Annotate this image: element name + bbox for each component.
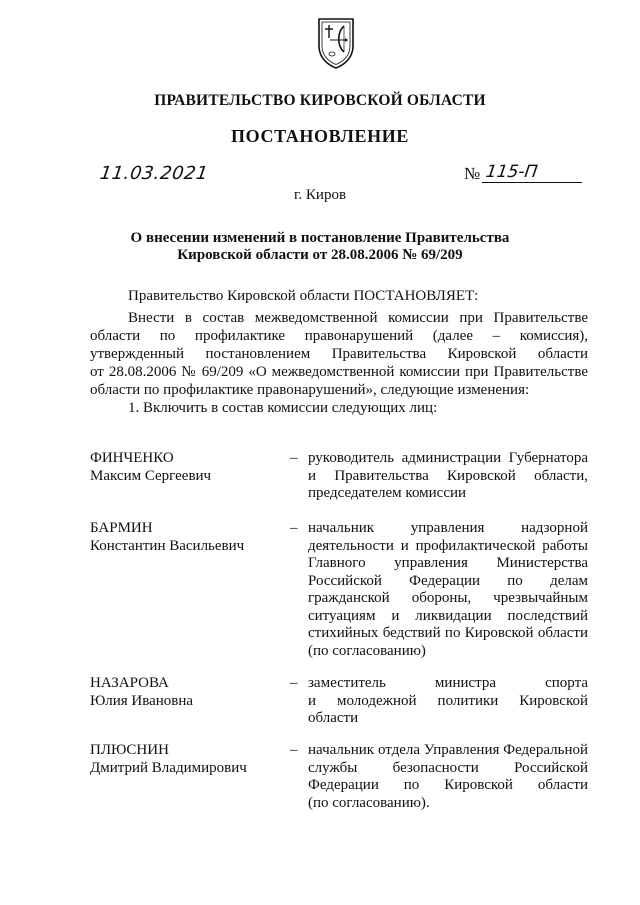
member-role [308, 675, 588, 728]
member-role [308, 742, 588, 812]
role-line: гражданской обороны, чрезвычайным [308, 590, 588, 606]
role-line: начальник управления надзорной [308, 520, 588, 536]
role-line: руководитель администрации Губернатора [308, 450, 588, 466]
number-label: № [464, 164, 481, 183]
member-given-name: Юлия Ивановна [90, 692, 194, 709]
member-role [308, 450, 588, 503]
amendment-paragraph [90, 309, 588, 399]
decree-number: 115-П [484, 162, 539, 182]
member-given-name: Константин Васильевич [90, 537, 245, 554]
decree-date: 11.03.2021 [98, 163, 210, 184]
number-underline [482, 182, 582, 183]
member-given-name: Дмитрий Владимирович [90, 759, 247, 776]
paragraph-line: области по профилактике правонарушений», следующие изменения: [90, 382, 530, 398]
dash: – [290, 742, 298, 758]
role-line: деятельности и профилактической работы [308, 537, 588, 554]
paragraph-line: Внести в состав межведомственной комиссии при Правительстве [128, 310, 588, 326]
role-line: Федерации по Кировской области [308, 777, 588, 793]
role-line: службы безопасности Российской [308, 759, 588, 776]
dash: – [290, 675, 298, 691]
member-name [90, 675, 290, 710]
member-name [90, 450, 290, 485]
item-1: 1. Включить в состав комиссии следующих лиц: [128, 400, 438, 416]
role-line: ситуациям и ликвидации последствий [308, 607, 588, 624]
role-line: области [308, 710, 359, 726]
paragraph-line: утвержденный постановлением Правительства Кировской области [90, 346, 588, 362]
document-body [90, 287, 588, 417]
member-given-name: Максим Сергеевич [90, 467, 212, 484]
member-surname: БАРМИН [90, 520, 153, 536]
dash: – [290, 520, 298, 536]
dash: – [290, 450, 298, 466]
role-line: заместитель министра спорта [308, 675, 588, 691]
role-line: и молодежной политики Кировской [308, 692, 588, 709]
document-type: ПОСТАНОВЛЕНИЕ [231, 126, 409, 146]
member-name [90, 520, 290, 555]
member-name [90, 742, 290, 777]
role-line: (по согласованию) [308, 642, 426, 659]
role-line: (по согласованию). [308, 794, 430, 811]
government-name: ПРАВИТЕЛЬСТВО КИРОВСКОЙ ОБЛАСТИ [154, 92, 486, 109]
coat-of-arms-emblem [316, 16, 356, 70]
city: г. Киров [293, 187, 347, 203]
member-surname: ФИНЧЕНКО [90, 450, 174, 466]
document-subject [0, 230, 640, 264]
role-line: председателем комиссии [308, 485, 467, 501]
paragraph-line: области по профилактике правонарушений (далее – комиссия), [90, 328, 588, 344]
role-line: Главного управления Министерства [308, 555, 588, 571]
role-line: и Правительства Кировской области, [308, 467, 588, 484]
subject-line-1: О внесении изменений в постановление Правительства [130, 230, 510, 246]
member-surname: ПЛЮСНИН [90, 742, 169, 758]
subject-line-2: Кировской области от 28.08.2006 № 69/209 [177, 247, 463, 263]
role-line: стихийных бедствий по Кировской области [308, 625, 588, 641]
role-line: Российской Федерации по делам [308, 572, 588, 589]
intro-paragraph: Правительство Кировской области ПОСТАНОВЛЯЕТ: [128, 288, 479, 304]
member-role [308, 520, 588, 660]
member-surname: НАЗАРОВА [90, 675, 169, 691]
paragraph-line: от 28.08.2006 № 69/209 «О межведомственной комиссии при Правительстве [90, 364, 588, 380]
role-line: начальник отдела Управления Федеральной [308, 742, 588, 758]
